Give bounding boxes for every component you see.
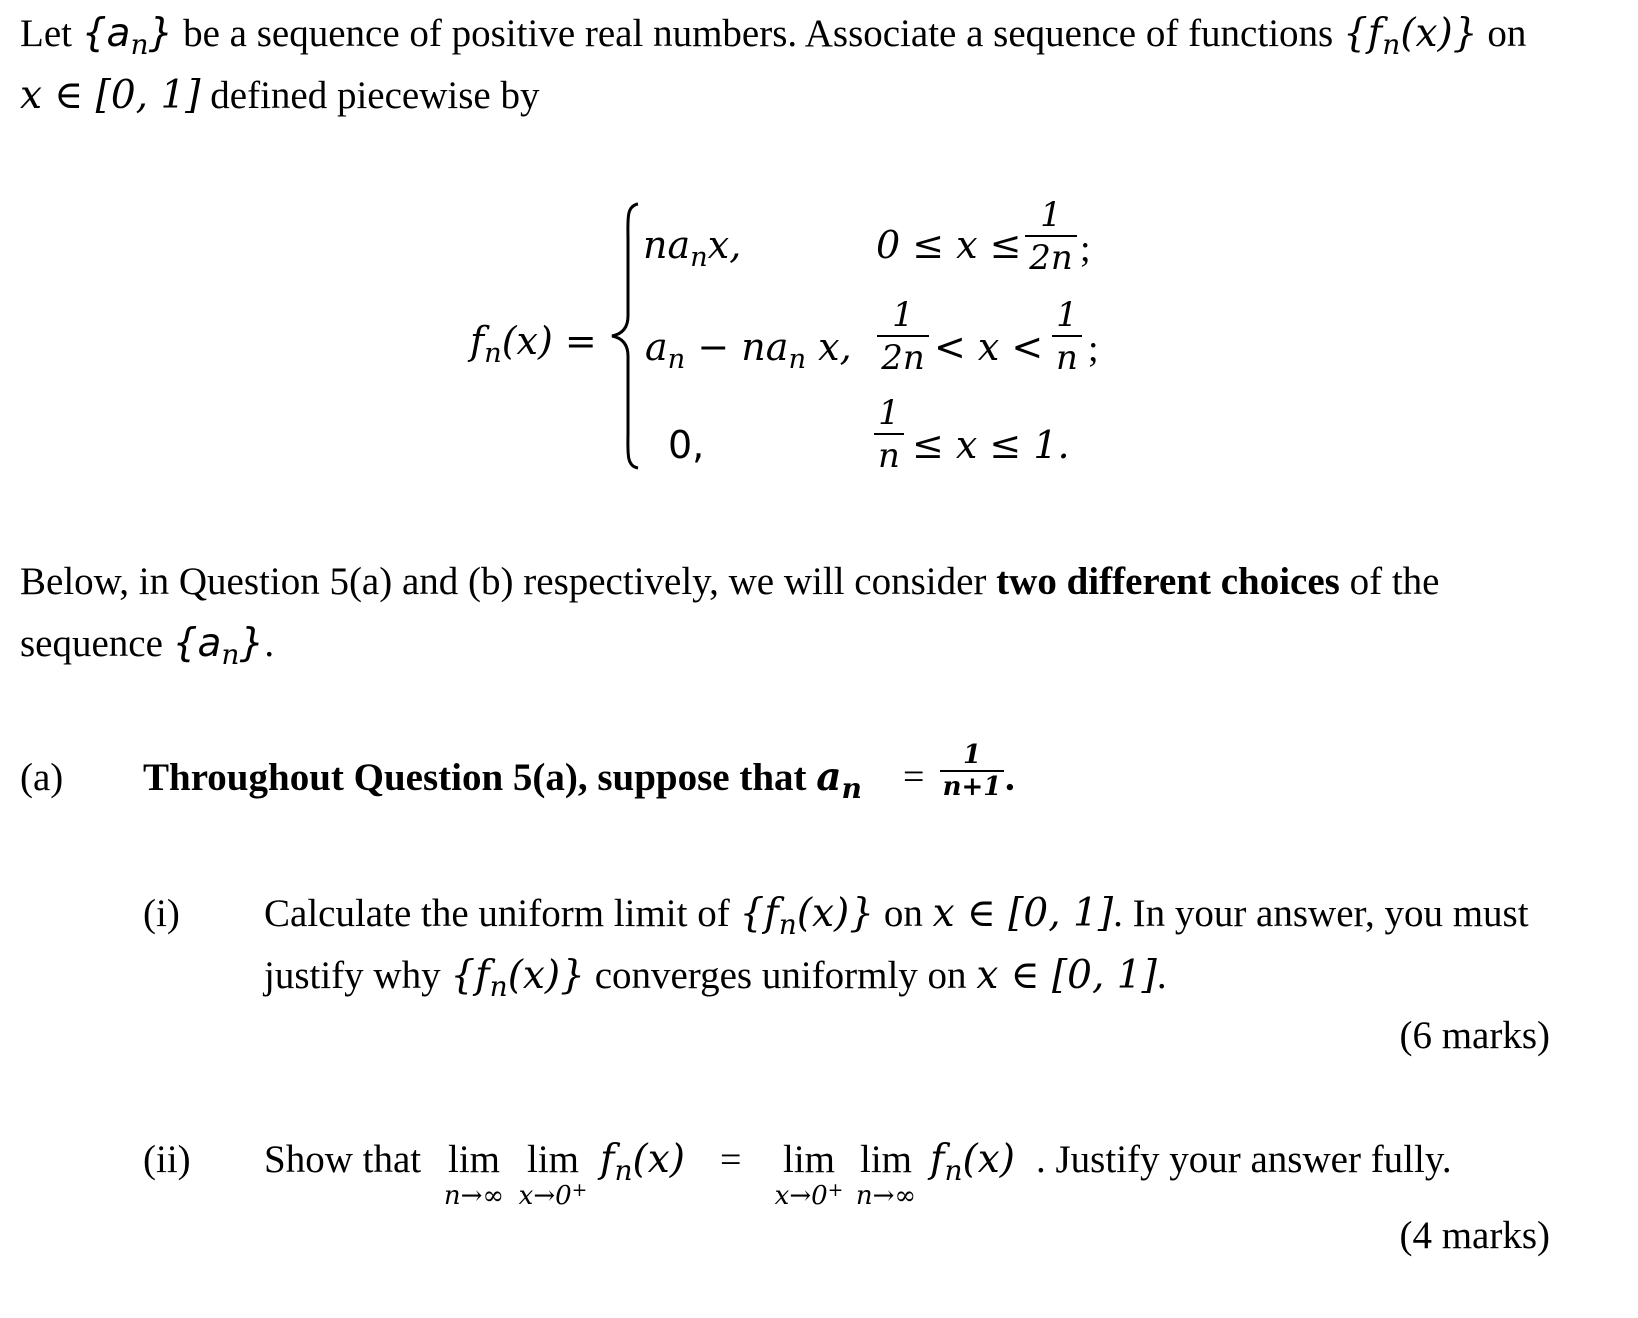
case3-fraction — [874, 393, 904, 476]
case2-semicolon: ; — [1088, 328, 1099, 370]
case1-semicolon: ; — [1080, 228, 1091, 270]
part-ii-instruction: . Justify your answer fully. — [1036, 1138, 1452, 1181]
fraction-numerator: 1 — [892, 295, 914, 335]
case3-condition: ≤ x ≤ 1. — [912, 423, 1070, 467]
case1-fraction — [1025, 195, 1077, 278]
interval-symbol: x ∈ [0, 1] — [20, 73, 201, 118]
part-a-statement: Throughout Question 5(a), suppose that $a_n$ — [143, 754, 862, 805]
part-a-equals: = — [903, 756, 925, 798]
intro-text: Let — [20, 12, 82, 55]
case2-expression: $a_n - na_n$ x, — [645, 325, 852, 375]
emphasis-text: two different choices — [996, 560, 1340, 603]
limit-x-outer: lim x→0+ — [774, 1138, 844, 1211]
part-ii-text: Show that — [264, 1138, 422, 1181]
limit-x-inner: lim x→0+ — [518, 1138, 588, 1211]
fraction-denominator: n+1 — [942, 772, 1002, 802]
below-line-2: sequence $\{a_n\}$. — [20, 621, 275, 671]
part-ii-label: (ii) — [143, 1138, 191, 1181]
fraction-denominator: 2n — [1029, 238, 1073, 278]
part-ii-equals: = — [720, 1139, 742, 1181]
below-line-1: Below, in Question 5(a) and (b) respectively, we will consider two different choices of the — [20, 560, 1440, 603]
part-a-period: . — [1005, 756, 1015, 799]
case1-expression: $na_nx$, — [643, 223, 742, 273]
intro-text-end: on — [1477, 12, 1527, 55]
limit-n-outer: lim n→∞ — [443, 1138, 505, 1211]
part-a-label: (a) — [20, 756, 64, 799]
fraction-numerator: 1 — [962, 740, 982, 770]
fraction-denominator: n — [878, 436, 900, 476]
part-i-marks: (6 marks) — [1399, 1014, 1550, 1057]
part-i-line-2: justify why $\{f_n(x)\}$ converges uniformly on x ∈ [0, 1]. — [264, 953, 1167, 1003]
seq-a-symbol: $\{a_n\}$ — [172, 621, 265, 671]
fraction-numerator: 1 — [1040, 195, 1062, 235]
intro-line-1 — [20, 11, 1527, 61]
lhs-function: $f_n(x)$ — [600, 1137, 685, 1187]
case2-fraction-1 — [877, 295, 929, 378]
part-ii-marks: (4 marks) — [1399, 1214, 1550, 1257]
case2-condition: < x < — [934, 325, 1044, 369]
left-brace-icon — [608, 200, 644, 472]
intro-text-mid: be a sequence of positive real numbers. Associate a sequence of functions — [173, 12, 1343, 55]
fraction-denominator: 2n — [881, 338, 925, 378]
fraction-denominator: n — [1056, 338, 1078, 378]
case2-fraction-2 — [1052, 295, 1082, 378]
rhs-function: $f_n(x)$ — [930, 1137, 1015, 1187]
piecewise-lhs: $f_n(x)$ = — [470, 319, 597, 369]
seq-f-symbol: $\{f_n(x)\}$ — [1342, 11, 1478, 61]
case3-expression: 0, — [668, 423, 705, 467]
fraction-numerator: 1 — [878, 393, 900, 433]
fraction-numerator: 1 — [1056, 295, 1078, 335]
case1-condition: 0 ≤ x ≤ — [876, 223, 1022, 267]
part-i-label: (i) — [143, 892, 180, 935]
intro-line-2 — [20, 73, 540, 118]
intro-text-2: defined piecewise by — [200, 74, 540, 117]
part-i-line-1: Calculate the uniform limit of $\{f_n(x)\}$ on x ∈ [0, 1]. In your answer, you must — [264, 891, 1529, 941]
seq-a-symbol: $\{a_n\}$ — [81, 11, 174, 61]
part-a-fraction — [940, 742, 1004, 800]
limit-n-inner: lim n→∞ — [855, 1138, 917, 1211]
